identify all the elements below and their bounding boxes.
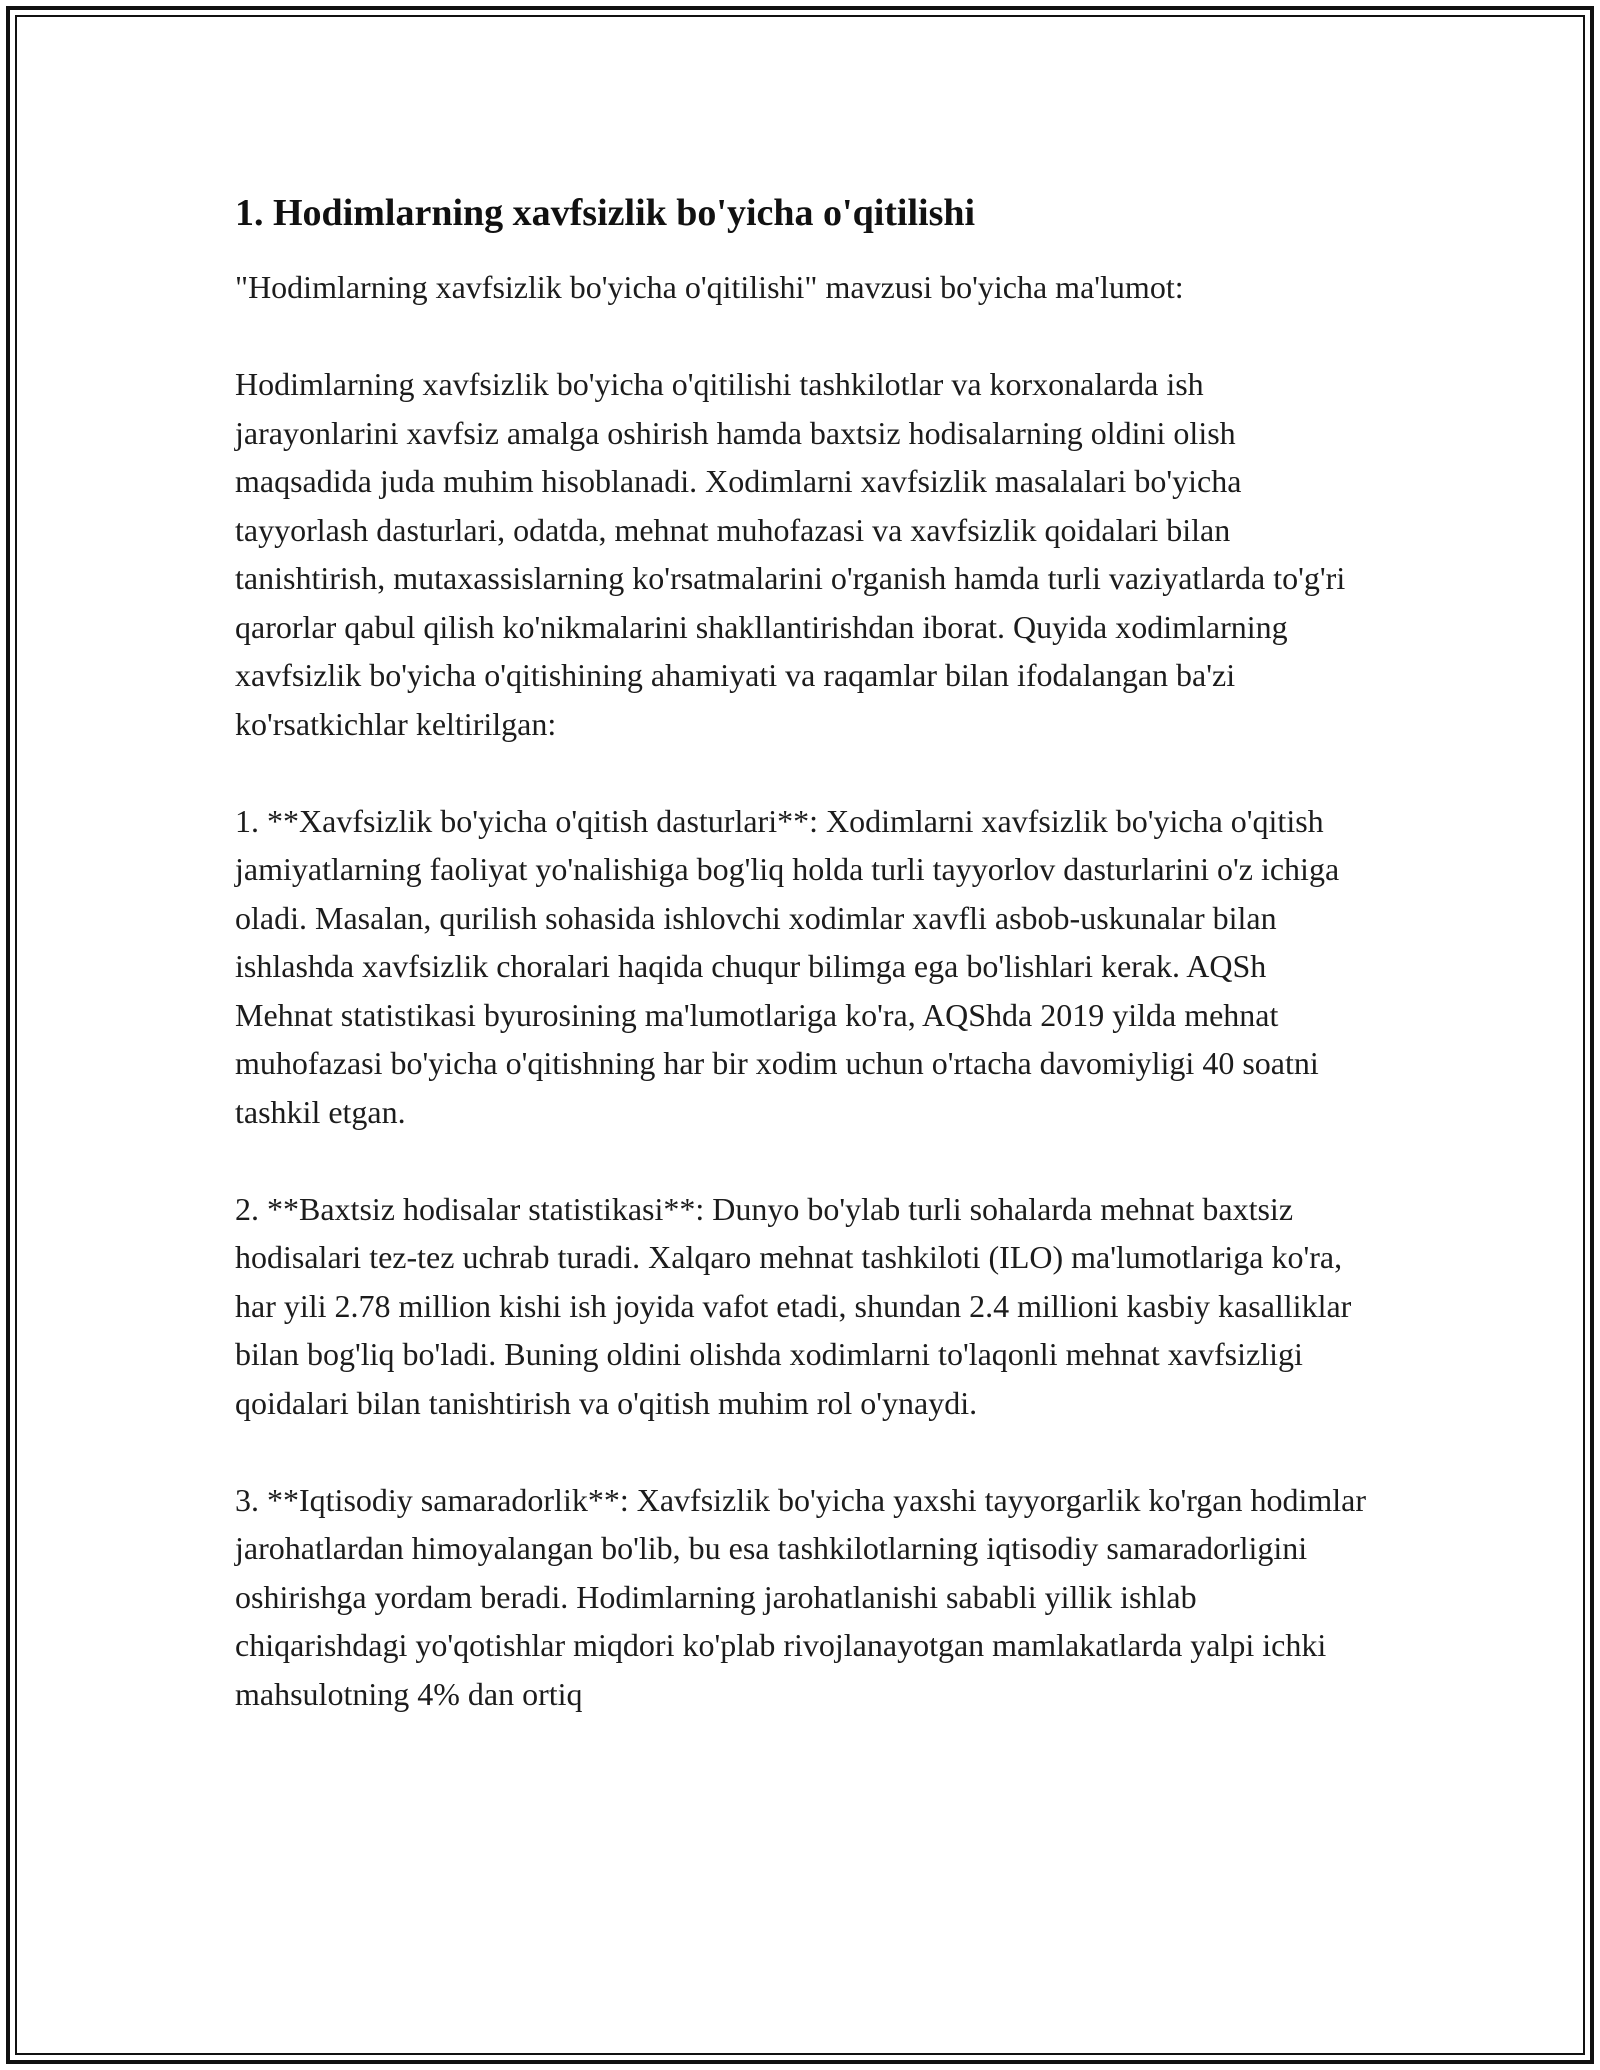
- document-body: [235, 185, 1370, 1718]
- paragraph-economic-efficiency: 3. **Iqtisodiy samaradorlik**: Xavfsizlik bo'yicha yaxshi tayyorgarlik ko'rgan hodimlar jarohatlardan himoyalangan bo'lib, bu esa tashkilotlarning iqtisodiy samaradorligini oshirishga yordam beradi. Hodimlarning jarohatlanishi sababli yillik ishlab chiqarishdagi yo'qotishlar miqdori ko'plab rivojlanayotgan mamlakatlarda yalpi ichki mahsulotning 4% dan ortiq: [235, 1481, 1367, 1712]
- document-title: 1. Hodimlarning xavfsizlik bo'yicha o'qitilishi: [235, 192, 976, 234]
- paragraph-accident-statistics: 2. **Baxtsiz hodisalar statistikasi**: Dunyo bo'ylab turli sohalarda mehnat baxtsiz hodisalari tez-tez uchrab turadi. Xalqaro mehnat tashkiloti (ILO) ma'lumotlariga ko'ra, har yili 2.78 million kishi ish joyida vafot etadi, shundan 2.4 millioni kasbiy kasalliklar bilan bog'liq bo'ladi. Buning oldini olishda xodimlarni to'laqonli mehnat xavfsizligi qoidalari bilan tanishtirish va o'qitish muhim rol o'ynaydi.: [235, 1190, 1352, 1421]
- paragraph-training-programs: 1. **Xavfsizlik bo'yicha o'qitish dasturlari**: Xodimlarni xavfsizlik bo'yicha o'qitish jamiyatlarning faoliyat yo'nalishiga bog'liq holda turli tayyorlov dasturlarini o'z ichiga oladi. Masalan, qurilish sohasida ishlovchi xodimlar xavfli asbob-uskunalar bilan ishlashda xavfsizlik choralari haqida chuqur bilimga ega bo'lishlari kerak. AQSh Mehnat statistikasi byurosining ma'lumotlariga ko'ra, AQShda 2019 yilda mehnat muhofazasi bo'yicha o'qitishning har bir xodim uchun o'rtacha davomiyligi 40 soatni tashkil etgan.: [235, 802, 1340, 1130]
- paragraph-overview: Hodimlarning xavfsizlik bo'yicha o'qitilishi tashkilotlar va korxonalarda ish jarayonlarini xavfsiz amalga oshirish hamda baxtsiz hodisalarning oldini olish maqsadida juda muhim hisoblanadi. Xodimlarni xavfsizlik masalalari bo'yicha tayyorlash dasturlari, odatda, mehnat muhofazasi va xavfsizlik qoidalari bilan tanishtirish, mutaxassislarning ko'rsatmalarini o'rganish hamda turli vaziyatlarda to'g'ri qarorlar qabul qilish ko'nikmalarini shakllantirishdan iborat. Quyida xodimlarning xavfsizlik bo'yicha o'qitishining ahamiyati va raqamlar bilan ifodalangan ba'zi ko'rsatkichlar keltirilgan:: [235, 366, 1346, 742]
- intro-line: "Hodimlarning xavfsizlik bo'yicha o'qitilishi" mavzusi bo'yicha ma'lumot:: [235, 269, 1184, 305]
